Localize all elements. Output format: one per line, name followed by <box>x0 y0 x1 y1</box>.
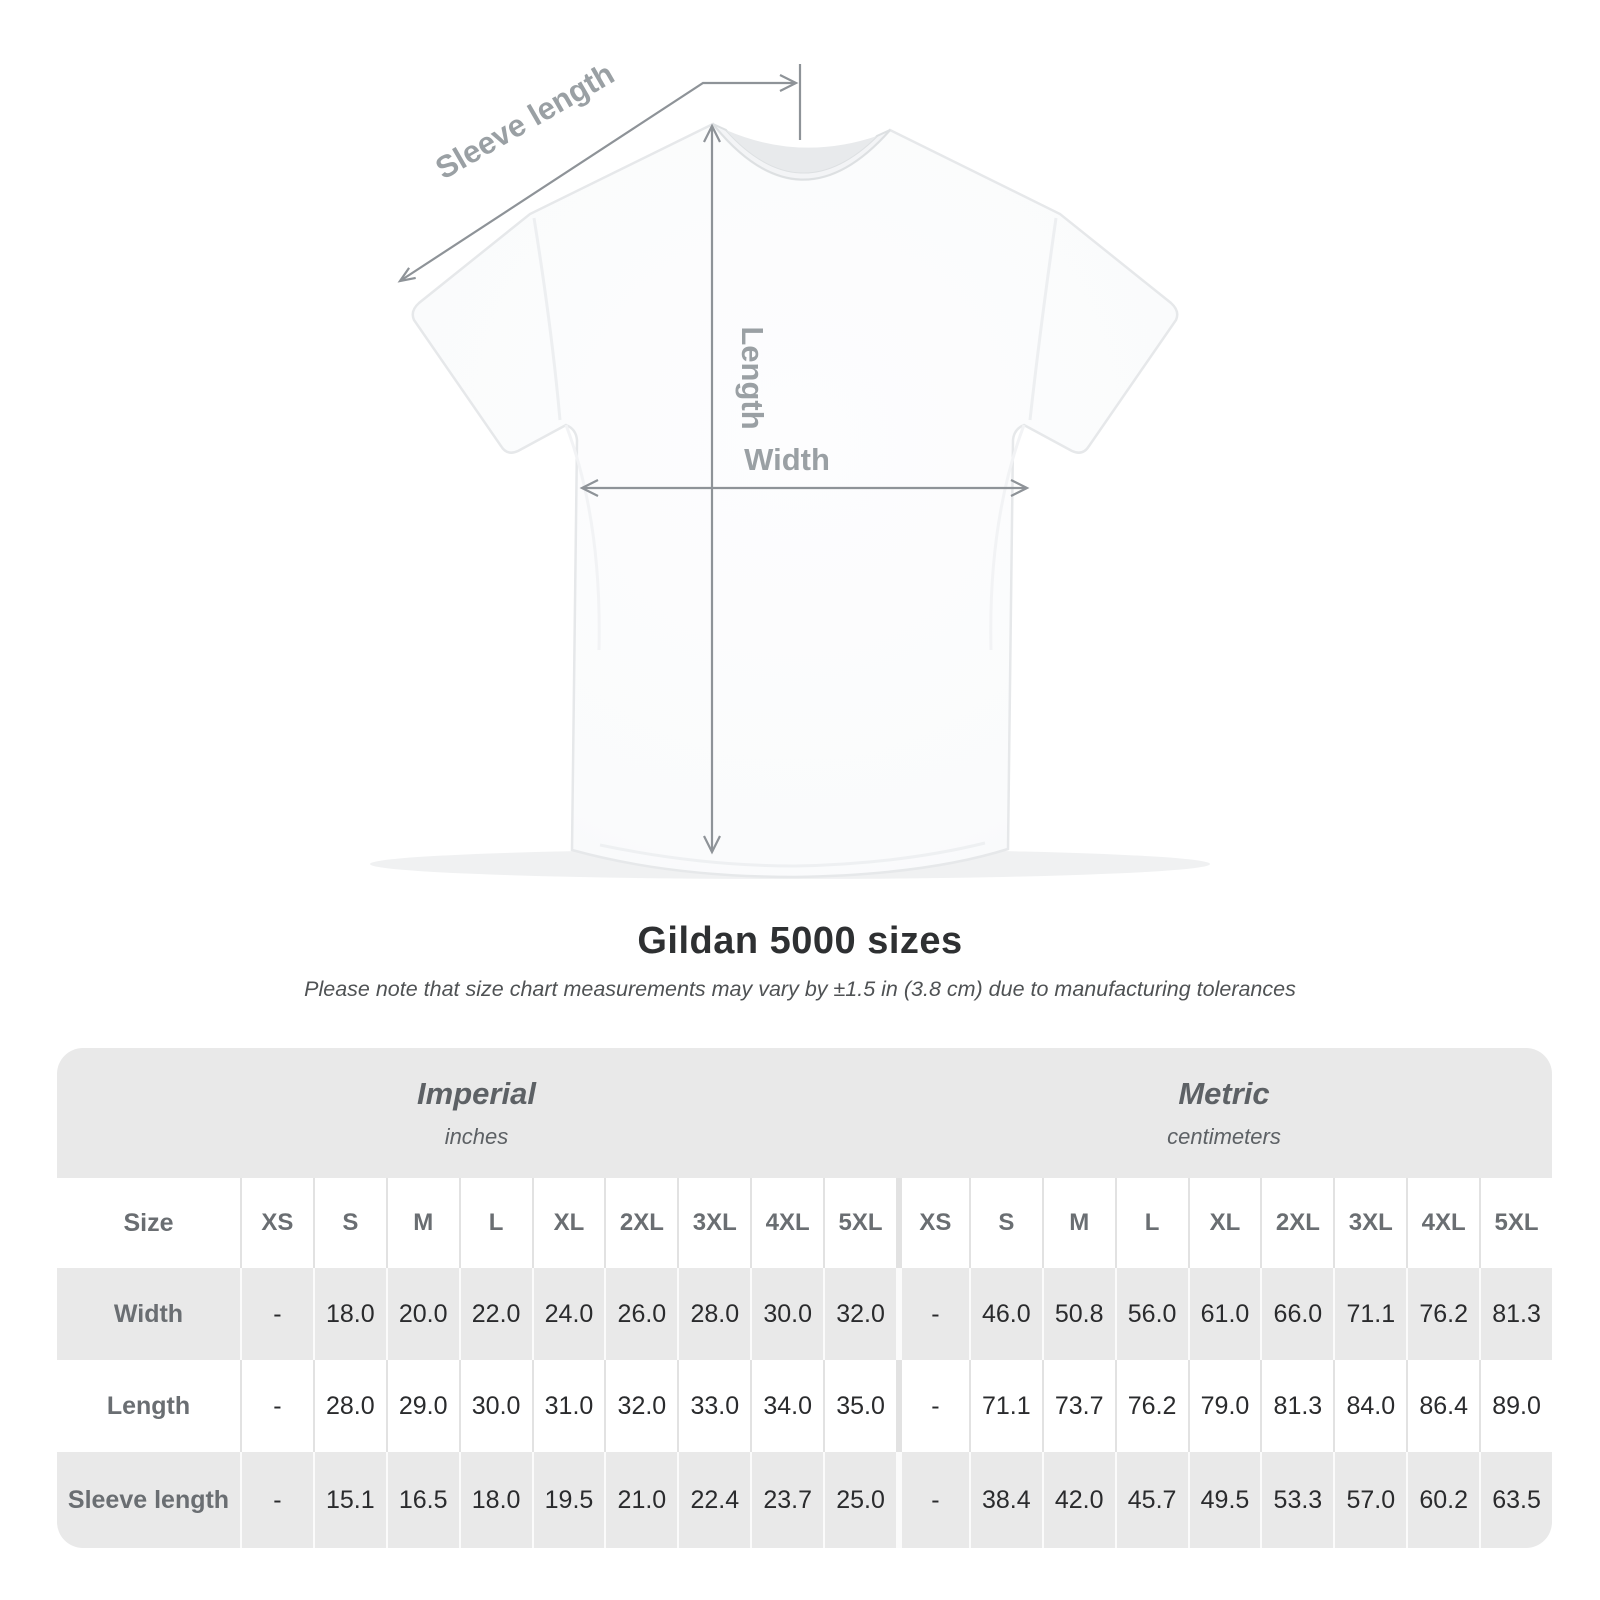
table-cell: 81.3 <box>1479 1268 1552 1360</box>
table-cell: 26.0 <box>604 1268 677 1360</box>
table-cell: 20.0 <box>386 1268 459 1360</box>
table-cell: 28.0 <box>313 1360 386 1452</box>
table-cell: 34.0 <box>750 1360 823 1452</box>
table-cell: 19.5 <box>532 1452 605 1548</box>
table-cell: 76.2 <box>1115 1360 1188 1452</box>
metric-unit-label: centimeters <box>1167 1124 1281 1149</box>
table-cell: - <box>896 1268 969 1360</box>
column-header: 2XL <box>604 1178 677 1268</box>
table-cell: 53.3 <box>1260 1452 1333 1548</box>
length-label: Length <box>735 326 770 430</box>
table-cell: 71.1 <box>969 1360 1042 1452</box>
table-cell: 61.0 <box>1188 1268 1261 1360</box>
column-header: XS <box>896 1178 969 1268</box>
row-label-length: Length <box>57 1360 240 1452</box>
column-header: S <box>969 1178 1042 1268</box>
table-cell: 86.4 <box>1406 1360 1479 1452</box>
column-header: L <box>1115 1178 1188 1268</box>
size-chart-table <box>57 1048 1552 1548</box>
table-cell: 18.0 <box>313 1268 386 1360</box>
table-cell: 84.0 <box>1333 1360 1406 1452</box>
table-cell: 63.5 <box>1479 1452 1552 1548</box>
table-cell: 38.4 <box>969 1452 1042 1548</box>
heading-block <box>0 920 1600 1002</box>
page-title: Gildan 5000 sizes <box>637 920 963 962</box>
table-cell: 89.0 <box>1479 1360 1552 1452</box>
table-cell: 35.0 <box>823 1360 896 1452</box>
table-cell: 29.0 <box>386 1360 459 1452</box>
table-cell: 21.0 <box>604 1452 677 1548</box>
table-cell: - <box>240 1452 313 1548</box>
tshirt-body <box>413 124 1177 877</box>
table-cell: 56.0 <box>1115 1268 1188 1360</box>
group-header-metric <box>896 1048 1552 1178</box>
table-cell: 18.0 <box>459 1452 532 1548</box>
column-header: 5XL <box>823 1178 896 1268</box>
table-cell: 71.1 <box>1333 1268 1406 1360</box>
width-label: Width <box>744 442 830 477</box>
table-cell: 50.8 <box>1042 1268 1115 1360</box>
column-header-size: Size <box>57 1178 240 1268</box>
column-header: 3XL <box>677 1178 750 1268</box>
table-cell: 16.5 <box>386 1452 459 1548</box>
table-cell: 25.0 <box>823 1452 896 1548</box>
table-cell: - <box>896 1452 969 1548</box>
table-cell: 57.0 <box>1333 1452 1406 1548</box>
imperial-label: Imperial <box>417 1076 536 1111</box>
table-cell: 81.3 <box>1260 1360 1333 1452</box>
column-header: XL <box>1188 1178 1261 1268</box>
table-cell: 42.0 <box>1042 1452 1115 1548</box>
table-cell: 32.0 <box>604 1360 677 1452</box>
table-cell: - <box>240 1360 313 1452</box>
column-header: XL <box>532 1178 605 1268</box>
table-cell: 73.7 <box>1042 1360 1115 1452</box>
column-header: XS <box>240 1178 313 1268</box>
table-cell: 66.0 <box>1260 1268 1333 1360</box>
column-header: 5XL <box>1479 1178 1552 1268</box>
column-header: 2XL <box>1260 1178 1333 1268</box>
table-cell: 23.7 <box>750 1452 823 1548</box>
table-cell: 79.0 <box>1188 1360 1261 1452</box>
table-cell: 22.0 <box>459 1268 532 1360</box>
row-label-width: Width <box>57 1268 240 1360</box>
group-header-imperial <box>57 1048 896 1178</box>
column-header: S <box>313 1178 386 1268</box>
table-cell: 49.5 <box>1188 1452 1261 1548</box>
table-cell: 28.0 <box>677 1268 750 1360</box>
table-cell: 33.0 <box>677 1360 750 1452</box>
metric-label: Metric <box>1178 1076 1270 1111</box>
table-cell: 31.0 <box>532 1360 605 1452</box>
sleeve-length-label: Sleeve length <box>429 55 621 187</box>
imperial-unit-label: inches <box>444 1124 509 1149</box>
column-header: 3XL <box>1333 1178 1406 1268</box>
table-cell: - <box>240 1268 313 1360</box>
table-cell: 30.0 <box>459 1360 532 1452</box>
table-cell: 30.0 <box>750 1268 823 1360</box>
table-cell: - <box>896 1360 969 1452</box>
column-header: M <box>1042 1178 1115 1268</box>
table-cell: 22.4 <box>677 1452 750 1548</box>
column-header: L <box>459 1178 532 1268</box>
row-label-sleeve-length: Sleeve length <box>57 1452 240 1548</box>
tolerance-note: Please note that size chart measurements may vary by ±1.5 in (3.8 cm) due to manufacturing tolerances <box>304 977 1296 1001</box>
table-cell: 15.1 <box>313 1452 386 1548</box>
column-header: 4XL <box>1406 1178 1479 1268</box>
table-cell: 24.0 <box>532 1268 605 1360</box>
table-cell: 32.0 <box>823 1268 896 1360</box>
table-cell: 46.0 <box>969 1268 1042 1360</box>
table-cell: 76.2 <box>1406 1268 1479 1360</box>
table-cell: 45.7 <box>1115 1452 1188 1548</box>
column-header: M <box>386 1178 459 1268</box>
column-header: 4XL <box>750 1178 823 1268</box>
table-cell: 60.2 <box>1406 1452 1479 1548</box>
